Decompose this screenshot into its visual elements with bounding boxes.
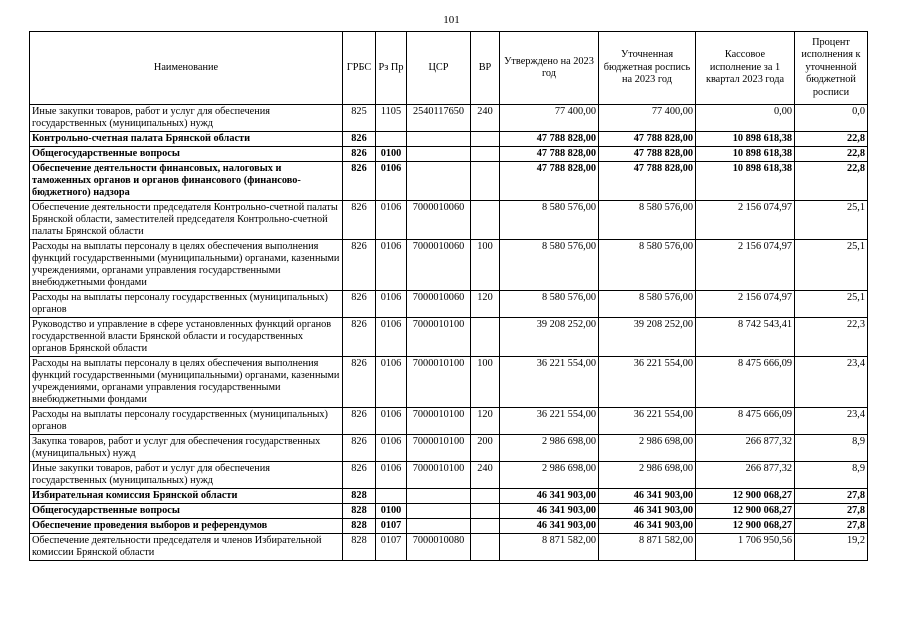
table-row — [30, 489, 868, 504]
cell-name: Расходы на выплаты персоналу в целях обеспечения выполнения функций государственными (муниципальными) органами, казенными учреждениями, органами управления государственными внебюджетными фондами — [30, 357, 343, 408]
cell-name: Иные закупки товаров, работ и услуг для обеспечения государственных (муниципальных) нужд — [30, 105, 343, 132]
cell-cash: 12 900 068,27 — [696, 489, 795, 504]
cell-refined: 36 221 554,00 — [599, 357, 696, 408]
cell-csr: 7000010100 — [407, 408, 471, 435]
cell-vr — [471, 318, 500, 357]
cell-name: Закупка товаров, работ и услуг для обеспечения государственных (муниципальных) нужд — [30, 435, 343, 462]
cell-grbs: 826 — [343, 201, 376, 240]
cell-cash: 0,00 — [696, 105, 795, 132]
header-csr: ЦСР — [407, 32, 471, 105]
header-vr: ВР — [471, 32, 500, 105]
cell-refined: 46 341 903,00 — [599, 489, 696, 504]
cell-rzpr: 0100 — [376, 147, 407, 162]
cell-cash: 12 900 068,27 — [696, 519, 795, 534]
cell-vr: 200 — [471, 435, 500, 462]
cell-csr — [407, 504, 471, 519]
cell-name: Общегосударственные вопросы — [30, 504, 343, 519]
cell-percent: 22,8 — [795, 132, 868, 147]
cell-approved: 47 788 828,00 — [500, 147, 599, 162]
cell-grbs: 826 — [343, 435, 376, 462]
cell-refined: 2 986 698,00 — [599, 435, 696, 462]
cell-grbs: 828 — [343, 489, 376, 504]
cell-percent: 25,1 — [795, 291, 868, 318]
cell-vr — [471, 162, 500, 201]
cell-name: Расходы на выплаты персоналу государственных (муниципальных) органов — [30, 408, 343, 435]
cell-approved: 39 208 252,00 — [500, 318, 599, 357]
cell-rzpr: 0106 — [376, 435, 407, 462]
cell-grbs: 826 — [343, 132, 376, 147]
header-name: Наименование — [30, 32, 343, 105]
table-row — [30, 201, 868, 240]
cell-percent: 23,4 — [795, 408, 868, 435]
cell-cash: 10 898 618,38 — [696, 147, 795, 162]
cell-approved: 46 341 903,00 — [500, 519, 599, 534]
cell-refined: 36 221 554,00 — [599, 408, 696, 435]
cell-cash: 8 742 543,41 — [696, 318, 795, 357]
cell-approved: 8 580 576,00 — [500, 201, 599, 240]
cell-vr — [471, 132, 500, 147]
cell-vr — [471, 147, 500, 162]
cell-cash: 1 706 950,56 — [696, 534, 795, 561]
table-row — [30, 162, 868, 201]
cell-refined: 8 871 582,00 — [599, 534, 696, 561]
cell-csr: 7000010100 — [407, 435, 471, 462]
cell-refined: 47 788 828,00 — [599, 162, 696, 201]
cell-percent: 22,8 — [795, 162, 868, 201]
cell-grbs: 828 — [343, 534, 376, 561]
cell-rzpr: 0107 — [376, 534, 407, 561]
cell-approved: 46 341 903,00 — [500, 489, 599, 504]
cell-name: Обеспечение проведения выборов и референдумов — [30, 519, 343, 534]
cell-grbs: 826 — [343, 147, 376, 162]
cell-name: Обеспечение деятельности председателя и членов Избирательной комиссии Брянской области — [30, 534, 343, 561]
cell-approved: 47 788 828,00 — [500, 132, 599, 147]
cell-rzpr — [376, 132, 407, 147]
cell-grbs: 826 — [343, 162, 376, 201]
cell-percent: 22,3 — [795, 318, 868, 357]
cell-refined: 77 400,00 — [599, 105, 696, 132]
cell-csr: 7000010060 — [407, 291, 471, 318]
cell-csr — [407, 132, 471, 147]
cell-vr: 240 — [471, 105, 500, 132]
cell-csr — [407, 162, 471, 201]
cell-rzpr — [376, 489, 407, 504]
header-grbs: ГРБС — [343, 32, 376, 105]
table-row — [30, 132, 868, 147]
page-number: 101 — [443, 14, 460, 26]
cell-vr: 100 — [471, 240, 500, 291]
cell-name: Обеспечение деятельности председателя Контрольно-счетной палаты Брянской области, заместителей председателя Контрольно-счетной палаты Брянской области — [30, 201, 343, 240]
cell-approved: 36 221 554,00 — [500, 357, 599, 408]
cell-csr — [407, 519, 471, 534]
table-row — [30, 435, 868, 462]
table-row — [30, 357, 868, 408]
cell-percent: 27,8 — [795, 504, 868, 519]
cell-vr: 100 — [471, 357, 500, 408]
cell-csr: 7000010100 — [407, 357, 471, 408]
cell-csr: 7000010060 — [407, 201, 471, 240]
cell-name: Иные закупки товаров, работ и услуг для обеспечения государственных (муниципальных) нужд — [30, 462, 343, 489]
cell-percent: 27,8 — [795, 519, 868, 534]
table-row — [30, 519, 868, 534]
cell-csr: 7000010080 — [407, 534, 471, 561]
cell-grbs: 826 — [343, 408, 376, 435]
header-refined: Уточненная бюджетная роспись на 2023 год — [599, 32, 696, 105]
cell-approved: 47 788 828,00 — [500, 162, 599, 201]
cell-grbs: 826 — [343, 462, 376, 489]
cell-rzpr: 0106 — [376, 201, 407, 240]
table-row — [30, 147, 868, 162]
cell-cash: 266 877,32 — [696, 462, 795, 489]
cell-name: Расходы на выплаты персоналу государственных (муниципальных) органов — [30, 291, 343, 318]
table-row — [30, 105, 868, 132]
cell-cash: 8 475 666,09 — [696, 408, 795, 435]
cell-grbs: 826 — [343, 357, 376, 408]
header-approved: Утверждено на 2023 год — [500, 32, 599, 105]
cell-approved: 8 871 582,00 — [500, 534, 599, 561]
table-row — [30, 408, 868, 435]
cell-name: Обеспечение деятельности финансовых, налоговых и таможенных органов и органов финансового (финансово-бюджетного) надзора — [30, 162, 343, 201]
cell-approved: 46 341 903,00 — [500, 504, 599, 519]
cell-vr: 120 — [471, 291, 500, 318]
cell-refined: 2 986 698,00 — [599, 462, 696, 489]
cell-rzpr: 0106 — [376, 240, 407, 291]
cell-percent: 0,0 — [795, 105, 868, 132]
cell-cash: 12 900 068,27 — [696, 504, 795, 519]
cell-approved: 8 580 576,00 — [500, 291, 599, 318]
cell-approved: 77 400,00 — [500, 105, 599, 132]
table-row — [30, 504, 868, 519]
table-body — [30, 105, 868, 561]
cell-refined: 39 208 252,00 — [599, 318, 696, 357]
cell-percent: 8,9 — [795, 462, 868, 489]
cell-refined: 8 580 576,00 — [599, 240, 696, 291]
cell-cash: 266 877,32 — [696, 435, 795, 462]
cell-name: Расходы на выплаты персоналу в целях обеспечения выполнения функций государственными (муниципальными) органами, казенными учреждениями, органами управления государственными внебюджетными фондами — [30, 240, 343, 291]
cell-refined: 8 580 576,00 — [599, 291, 696, 318]
cell-csr: 7000010060 — [407, 240, 471, 291]
cell-cash: 8 475 666,09 — [696, 357, 795, 408]
cell-cash: 10 898 618,38 — [696, 162, 795, 201]
table-row — [30, 291, 868, 318]
cell-name: Руководство и управление в сфере установленных функций органов государственной власти Брянской области и государственных органов Брянской области — [30, 318, 343, 357]
cell-percent: 23,4 — [795, 357, 868, 408]
header-percent: Процент исполнения к уточненной бюджетной росписи — [795, 32, 868, 105]
cell-percent: 22,8 — [795, 147, 868, 162]
cell-grbs: 826 — [343, 240, 376, 291]
cell-approved: 2 986 698,00 — [500, 435, 599, 462]
table-row — [30, 462, 868, 489]
cell-rzpr: 1105 — [376, 105, 407, 132]
cell-rzpr: 0106 — [376, 462, 407, 489]
cell-refined: 46 341 903,00 — [599, 519, 696, 534]
cell-vr — [471, 504, 500, 519]
cell-cash: 2 156 074,97 — [696, 240, 795, 291]
cell-cash: 10 898 618,38 — [696, 132, 795, 147]
cell-rzpr: 0106 — [376, 408, 407, 435]
budget-table — [29, 31, 868, 561]
cell-csr — [407, 147, 471, 162]
cell-cash: 2 156 074,97 — [696, 201, 795, 240]
cell-csr: 7000010100 — [407, 462, 471, 489]
table-row — [30, 318, 868, 357]
cell-csr: 2540117650 — [407, 105, 471, 132]
cell-refined: 46 341 903,00 — [599, 504, 696, 519]
cell-name: Общегосударственные вопросы — [30, 147, 343, 162]
cell-grbs: 828 — [343, 519, 376, 534]
cell-refined: 47 788 828,00 — [599, 132, 696, 147]
cell-vr — [471, 519, 500, 534]
cell-rzpr: 0100 — [376, 504, 407, 519]
cell-approved: 36 221 554,00 — [500, 408, 599, 435]
cell-csr — [407, 489, 471, 504]
cell-grbs: 826 — [343, 291, 376, 318]
cell-percent: 25,1 — [795, 240, 868, 291]
cell-rzpr: 0107 — [376, 519, 407, 534]
cell-approved: 8 580 576,00 — [500, 240, 599, 291]
cell-rzpr: 0106 — [376, 318, 407, 357]
cell-vr — [471, 201, 500, 240]
cell-csr: 7000010100 — [407, 318, 471, 357]
cell-name: Избирательная комиссия Брянской области — [30, 489, 343, 504]
cell-grbs: 826 — [343, 318, 376, 357]
cell-vr — [471, 489, 500, 504]
cell-refined: 8 580 576,00 — [599, 201, 696, 240]
cell-rzpr: 0106 — [376, 291, 407, 318]
cell-grbs: 828 — [343, 504, 376, 519]
header-rzpr: Рз Пр — [376, 32, 407, 105]
cell-percent: 19,2 — [795, 534, 868, 561]
cell-percent: 27,8 — [795, 489, 868, 504]
cell-vr: 240 — [471, 462, 500, 489]
table-row — [30, 240, 868, 291]
cell-grbs: 825 — [343, 105, 376, 132]
cell-rzpr: 0106 — [376, 162, 407, 201]
cell-vr: 120 — [471, 408, 500, 435]
cell-vr — [471, 534, 500, 561]
cell-rzpr: 0106 — [376, 357, 407, 408]
cell-cash: 2 156 074,97 — [696, 291, 795, 318]
cell-percent: 25,1 — [795, 201, 868, 240]
table-header-row — [30, 32, 868, 105]
cell-approved: 2 986 698,00 — [500, 462, 599, 489]
cell-percent: 8,9 — [795, 435, 868, 462]
cell-refined: 47 788 828,00 — [599, 147, 696, 162]
cell-name: Контрольно-счетная палата Брянской области — [30, 132, 343, 147]
header-cash: Кассовое исполнение за 1 квартал 2023 года — [696, 32, 795, 105]
table-row — [30, 534, 868, 561]
